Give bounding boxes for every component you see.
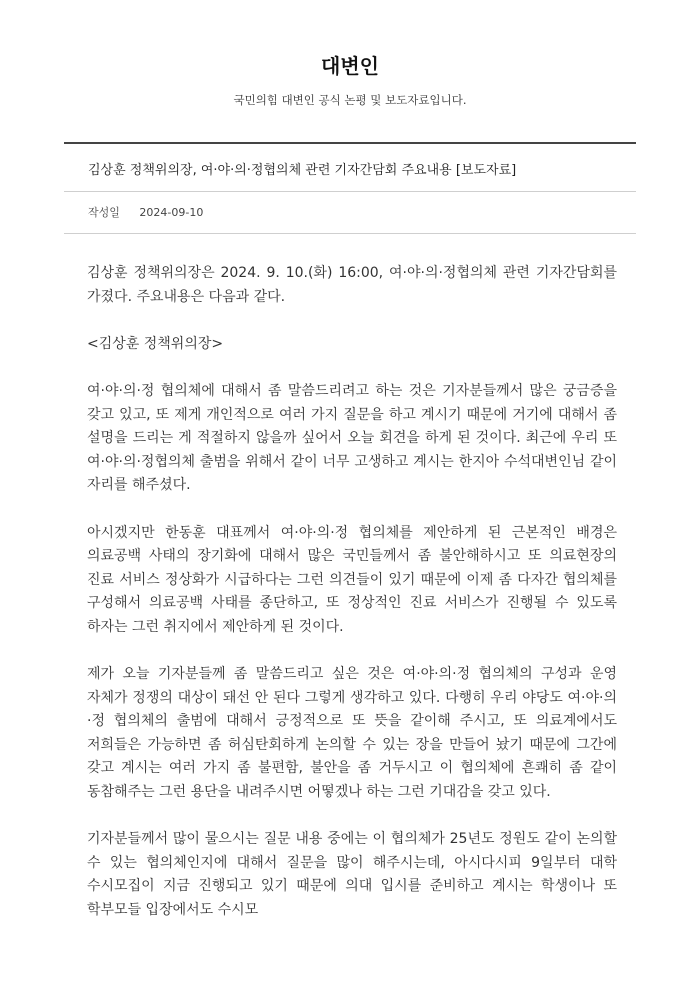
post-title: 김상훈 정책위의장, 여·야·의·정협의체 관련 기자간담회 주요내용 [보도자료] bbox=[88, 163, 517, 178]
header-divider bbox=[64, 142, 636, 144]
title-divider bbox=[64, 191, 636, 192]
post-meta bbox=[88, 204, 203, 220]
article-body bbox=[87, 262, 617, 946]
paragraph: 아시겠지만 한동훈 대표께서 여·야·의·정 협의체를 제안하게 된 근본적인 배경은 의료공백 사태의 장기화에 대해서 많은 국민들께서 좀 불안해하시고 또 의료현장의 진료 서비스 정상화가 시급하다는 그런 의견들이 있기 때문에 이제 좀 다자간 협의체를 구성해서 의료공백 사태를 종단하고, 또 정상적인 진료 서비스가 진행될 수 있도록 하자는 그런 취지에서 제안하게 된 것이다. bbox=[87, 524, 617, 635]
speaker-heading: <김상훈 정책위의장> bbox=[87, 335, 224, 352]
post-date: 2024-09-10 bbox=[139, 206, 204, 219]
paragraph: 제가 오늘 기자분들께 좀 말씀드리고 싶은 것은 여·야·의·정 협의체의 구성과 운영 자체가 정쟁의 대상이 돼선 안 된다 그렇게 생각하고 있다. 다행히 우리 야당도 여·야·의·정 협의체의 출범에 대해서 긍정적으로 또 뜻을 같이해 주시고, 또 의료계에서도 저희들은 가능하면 좀 허심탄회하게 논의할 수 있는 장을 만들어 놨기 때문에 그간에 갖고 계시는 여러 가지 좀 불편함, 불안을 좀 거두시고 이 협의체에 흔쾌히 좀 같이 동참해주는 그런 용단을 내려주시면 어떻겠나 하는 그런 기대감을 갖고 있다. bbox=[87, 666, 617, 801]
site-title[interactable]: 대변인 bbox=[321, 54, 379, 78]
paragraph: 여·야·의·정 협의체에 대해서 좀 말씀드리려고 하는 것은 기자분들께서 많은 궁금증을 갖고 있고, 또 제게 개인적으로 여러 가지 질문을 하고 계시기 때문에 거기에 대해서 좀 설명을 드리는 게 적절하지 않을까 싶어서 오늘 회견을 하게 된 것이다. 최근에 우리 또 여·야·의·정협의체 출범을 위해서 같이 너무 고생하고 계시는 한지아 수석대변인님 같이 자리를 해주셨다. bbox=[87, 382, 617, 494]
date-label: 작성일 bbox=[88, 206, 120, 219]
paragraph: 김상훈 정책위의장은 2024. 9. 10.(화) 16:00, 여·야·의·정협의체 관련 기자간담회를 가졌다. 주요내용은 다음과 같다. bbox=[87, 265, 617, 305]
site-description: 국민의힘 대변인 공식 논평 및 보도자료입니다. bbox=[233, 93, 467, 107]
paragraph: 기자분들께서 많이 물으시는 질문 내용 중에는 이 협의체가 25년도 정원도 같이 논의할 수 있는 협의체인지에 대해서 질문을 많이 해주시는데, 아시다시피 9일부터 대학 수시모집이 지금 진행되고 있기 때문에 의대 입시를 준비하고 계시는 학생이나 또 학부모들 입장에서도 수시모 bbox=[87, 831, 617, 919]
meta-divider bbox=[64, 233, 636, 234]
